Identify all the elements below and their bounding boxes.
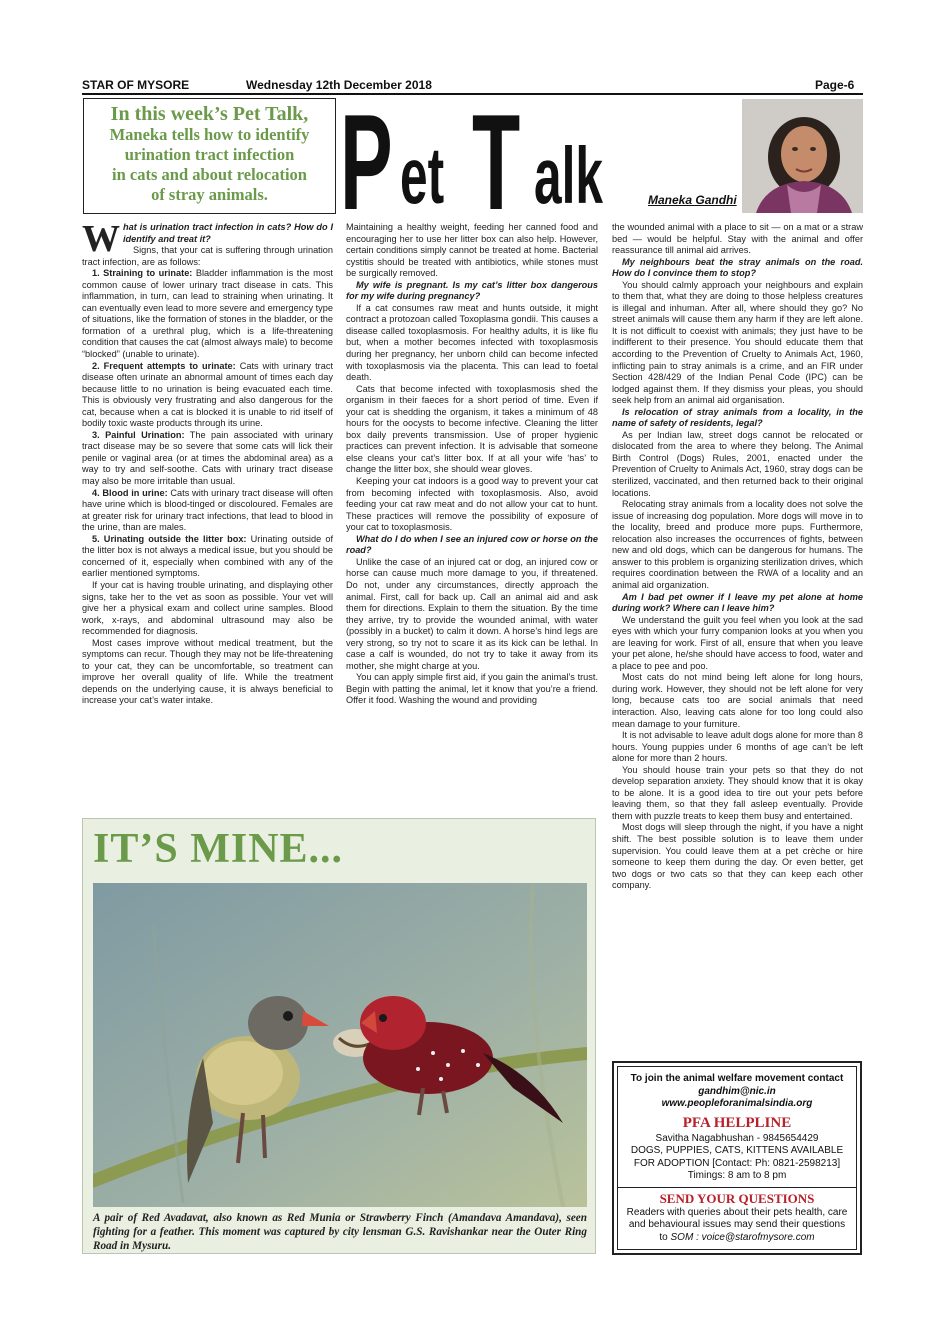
paragraph: Most dogs will sleep through the night, if you have a night shift. The best possible solution is to leave them under supervision. You could leave them at a pet crèche or hire someone to keep them during the day. Or even better, get two dogs or two cats so that they can keep each other company. [612,822,863,891]
paragraph: You can apply simple first aid, if you gain the animal’s trust. Begin with patting the animal, let it know that you’re a friend. Offer it food. Washing the wound and providing [346,672,598,706]
article-column-1 [82,218,334,707]
question-1: hat is urination tract infection in cats? How do I identify and treat it? [123,222,333,244]
teaser-box [83,98,336,214]
teaser-line-5: of stray animals. [151,185,268,204]
teaser-line-3: urination tract infection [124,145,295,164]
masthead-et: et [400,131,445,220]
adoption-line-2: FOR ADOPTION [Contact: Ph: 0821-2598213] [633,1157,841,1169]
answer-1-intro: Signs, that your cat is suffering through urination tract infection, are as follows: [82,245,333,267]
question-6: Am I bad pet owner if I leave my pet alone at home during work? Where can I leave him? [612,591,863,614]
photo-feature [82,818,596,1254]
question-2: My wife is pregnant. Is my cat’s litter box dangerous for my wife during pregnancy? [346,279,598,302]
paragraph: Cats that become infected with toxoplasmosis shed the organism in their faeces for a short period of time. Even if your cat is shedding the organism, it takes a minimum of 48 hours for the oocysts to become infective. Cleaning the litter box daily prevents transmission. Use of proper hygienic practices can prevent infection. It is advisable that someone else cleans your cat’s litter box. If at all your wife ‘has’ to change the litter box, she should wear gloves. [346,383,598,475]
sign-1-heading: 1. Straining to urinate: [92,268,193,279]
teaser-line-2: Maneka tells how to identify [109,125,310,144]
questions-text: Readers with queries about their pets health, care and behavioural issues may send their questions to [626,1206,848,1243]
sign-5-heading: 5. Urinating outside the litter box: [92,533,247,544]
adoption-line-1: DOGS, PUPPIES, CATS, KITTENS AVAILABLE [630,1145,844,1156]
bird-photo [93,883,587,1207]
questions-title: SEND YOUR QUESTIONS [659,1190,815,1206]
divider [618,1187,856,1188]
sign-4-heading: 4. Blood in urine: [92,487,168,498]
sign-2-heading: 2. Frequent attempts to urinate: [92,360,236,371]
sign-3-text: The pain associated with urinary tract disease may be so severe that some cats will lick their penile or vaginal area (or at times the abdominal area) as a way to try and self-soothe. Cats with urinary tract disease may also be more irritable than usual. [82,429,333,487]
helpline-contact: Savitha Nagabhushan - 9845654429 [655,1132,819,1144]
question-5: Is relocation of stray animals from a locality, in the name of safety of residents, legal? [612,406,863,429]
drop-cap: W [82,218,120,260]
question-4: My neighbours beat the stray animals on the road. How do I convince them to stop? [612,256,863,279]
paragraph: You should calmly approach your neighbours and explain to them that, what they are doing to those helpless creatures is illegal and inhuman. After all, where should they go? No street animals will cause them any harm if they are left alone. It is not difficult to coexist with animals; they just have to be indifferent to their presence. You should educate them that according to the Prevention of Cruelty to Animals Act, 1960, inflicting pain to stray animals is a crime, and an FIR under Section 428/429 of the Indian Penal Code (IPC) can be lodged against them. If they dismiss your pleas, you should seek help from an animal aid organisation. [612,279,863,406]
sign-5-text: Urinating outside of the litter box is not always a medical issue, but you should be concerned of it, especially when combined with any of the earlier mentioned symptoms. [82,533,334,579]
article-column-3 [612,222,863,892]
bird-photo-illustration [93,883,587,1207]
paragraph: Unlike the case of an injured cat or dog, an injured cow or horse can cause much more damage to you, if threatened. Do not, under any circumstances, directly approach the animal. First, call for back up. Call an animal aid and ask them for directions. Explain to them the situation. By the time they arrive, try to provide the wounded animal, with water (possibly in a bucket) to calm it down. A horse’s hind legs are very strong, so try not to scare it as its kick can be lethal. In case a calf is wounded, do not try to take it away from its mother, she might charge at you. [346,556,598,671]
paragraph: If a cat consumes raw meat and hunts outside, it might contract a protozoan called Toxoplasma gondii. This causes a disease called toxoplasmosis. For healthy adults, it is like flu but, when a mother becomes infected with toxoplasmosis during her pregnancy, her unborn child can become infected with toxoplasmosis via the placenta. This can lead to foetal death. [346,302,598,383]
article-column-2 [346,222,598,707]
paragraph: You should house train your pets so that they do not develop separation anxiety. They should know that it is okay to be alone. It is a good idea to tire out your pets before leaving them, so that they fall asleep eventually. Provide them with puzzle treats to keep them busy and entertained. [612,764,863,821]
sign-2-text: Cats with urinary tract disease often urinate an abnormal amount of times each day because little to no urination is being evacuated each time. This is obviously very frustrating and also dangerous for the cat, because when a cat is blocked it is unable to rid itself of bodily toxic waste products through its urine. [82,360,333,429]
question-3: What do I do when I see an injured cow or horse on the road? [346,533,598,556]
page-number: Page-6 [815,78,855,92]
teaser-line-1: In this week’s Pet Talk, [110,103,309,125]
sign-1-text: Bladder inflammation is the most common cause of lower urinary tract disease in cats. This inflammation, in turn, can lead to straining when urinating. It can eventually even lead to more severe and emergency type of situations, like the formation of stones in the bladder, or the formation of a urethral plug, which is a life-threatening condition that causes the cat (almost always male) to become “blocked” (unable to urinate). [82,268,333,360]
masthead-t: T [472,86,521,238]
paragraph: Maintaining a healthy weight, feeding her canned food and encouraging her to use her litter box can also help. However, certain conditions simply cannot be treated at home. Bacterial cystitis should be treated with antibiotics, while stones must be surgically removed. [346,222,598,279]
teaser-line-4: in cats and about relocation [112,165,307,184]
helpline-title: PFA HELPLINE [682,1114,792,1131]
paragraph: It is not advisable to leave adult dogs alone for more than 8 hours. Young puppies under 6 months of age can’t be left alone for more than 2 hours. [612,730,863,764]
paragraph: Most cats do not mind being left alone for long hours, during work. However, they should not be left alone for very long, because cats too are social animals that need interaction. Also, leaving cats alone for too long could also mean damage to your furniture. [612,672,863,729]
sign-3-heading: 3. Painful Urination: [92,429,185,440]
questions-email[interactable]: : voice@starofmysore.com [696,1231,815,1243]
website-link[interactable]: www.peopleforanimalsindia.org [661,1098,813,1109]
photo-caption: A pair of Red Avadavat, also known as Red Munia or Strawberry Finch (Amandava Amandava), seen fighting for a feather. This moment was captured by city lensman G.S. Ravishankar near the Outer Ring Road in Mysuru. [93,1212,587,1252]
sign-4-text: Cats with urinary tract disease will often have urine which is blood-tinged or discoloured. Females are at greater risk for urinary tract infections, that lead to blood in the urine, than are males. [82,487,333,533]
timings: Timings: 8 am to 8 pm [687,1170,787,1181]
portrait-image [742,99,863,213]
paragraph: Keeping your cat indoors is a good way to prevent your cat from becoming infected with toxoplasmosis. Also, avoid feeding your cat raw meat and do not allow your cat to hunt. These practices will remove the possibility of exposure of your cat to toxoplasmosis. [346,476,598,533]
issue-date: Wednesday 12th December 2018 [246,78,432,92]
paper-name: STAR OF MYSORE [82,78,190,92]
paragraph: the wounded animal with a place to sit — on a mat or a straw bed — would be helpful. Stay with the animal and offer reassurance till animal aid arrives. [612,222,863,256]
paragraph: If your cat is having trouble urinating, and displaying other signs, take her to the vet as soon as possible. Your vet will give her a physical exam and collect urine samples. Blood work, x-rays, and abdominal ultrasound may also be recommended for diagnosis. [82,579,333,637]
feature-title: IT’S MINE... [93,826,344,872]
author-portrait [742,99,863,213]
info-box [612,1061,862,1255]
paragraph: As per Indian law, street dogs cannot be relocated or dislocated from the area to where they belong. The Animal Birth Control (Dogs) Rules, 2001, enacted under the Prevention of Cruelty to Animals Act, 1960, stray dogs can be sterilized, vaccinated, and then returned back to their original locations. [612,429,863,498]
paragraph: We understand the guilt you feel when you look at the sad eyes with which your furry companion looks at you when you are leaving for work. First of all, ensure that when you leave your pet alone, he/she should have access to food, water and a place to pee and poo. [612,614,863,671]
join-text: To join the animal welfare movement contact [630,1073,844,1084]
paragraph: Most cases improve without medical treatment, but the symptoms can recur. Though they may not be life-threatening to your cat, they can be uncomfortable, so treatment can improve her overall quality of life. While the treatment depends on the underlying cause, it is always beneficial to increase your cat’s water intake. [82,637,333,706]
contact-email[interactable]: gandhim@nic.in [698,1085,776,1097]
masthead-alk: alk [534,131,603,220]
masthead-p: P [340,86,393,238]
questions-som: SOM [670,1231,694,1243]
byline: Maneka Gandhi [648,193,737,207]
paragraph: Relocating stray animals from a locality does not solve the issue of increasing dog population. More dogs will move in to the locality, breed and produce more pups. Furthermore, relocation also increases the occurrences of fights, between new and old dogs, which can be dangerous for humans. The answer to this problem is organizing sterilization drives, which requires coordination between the RWA of a locality and an animal aid organization. [612,499,863,590]
